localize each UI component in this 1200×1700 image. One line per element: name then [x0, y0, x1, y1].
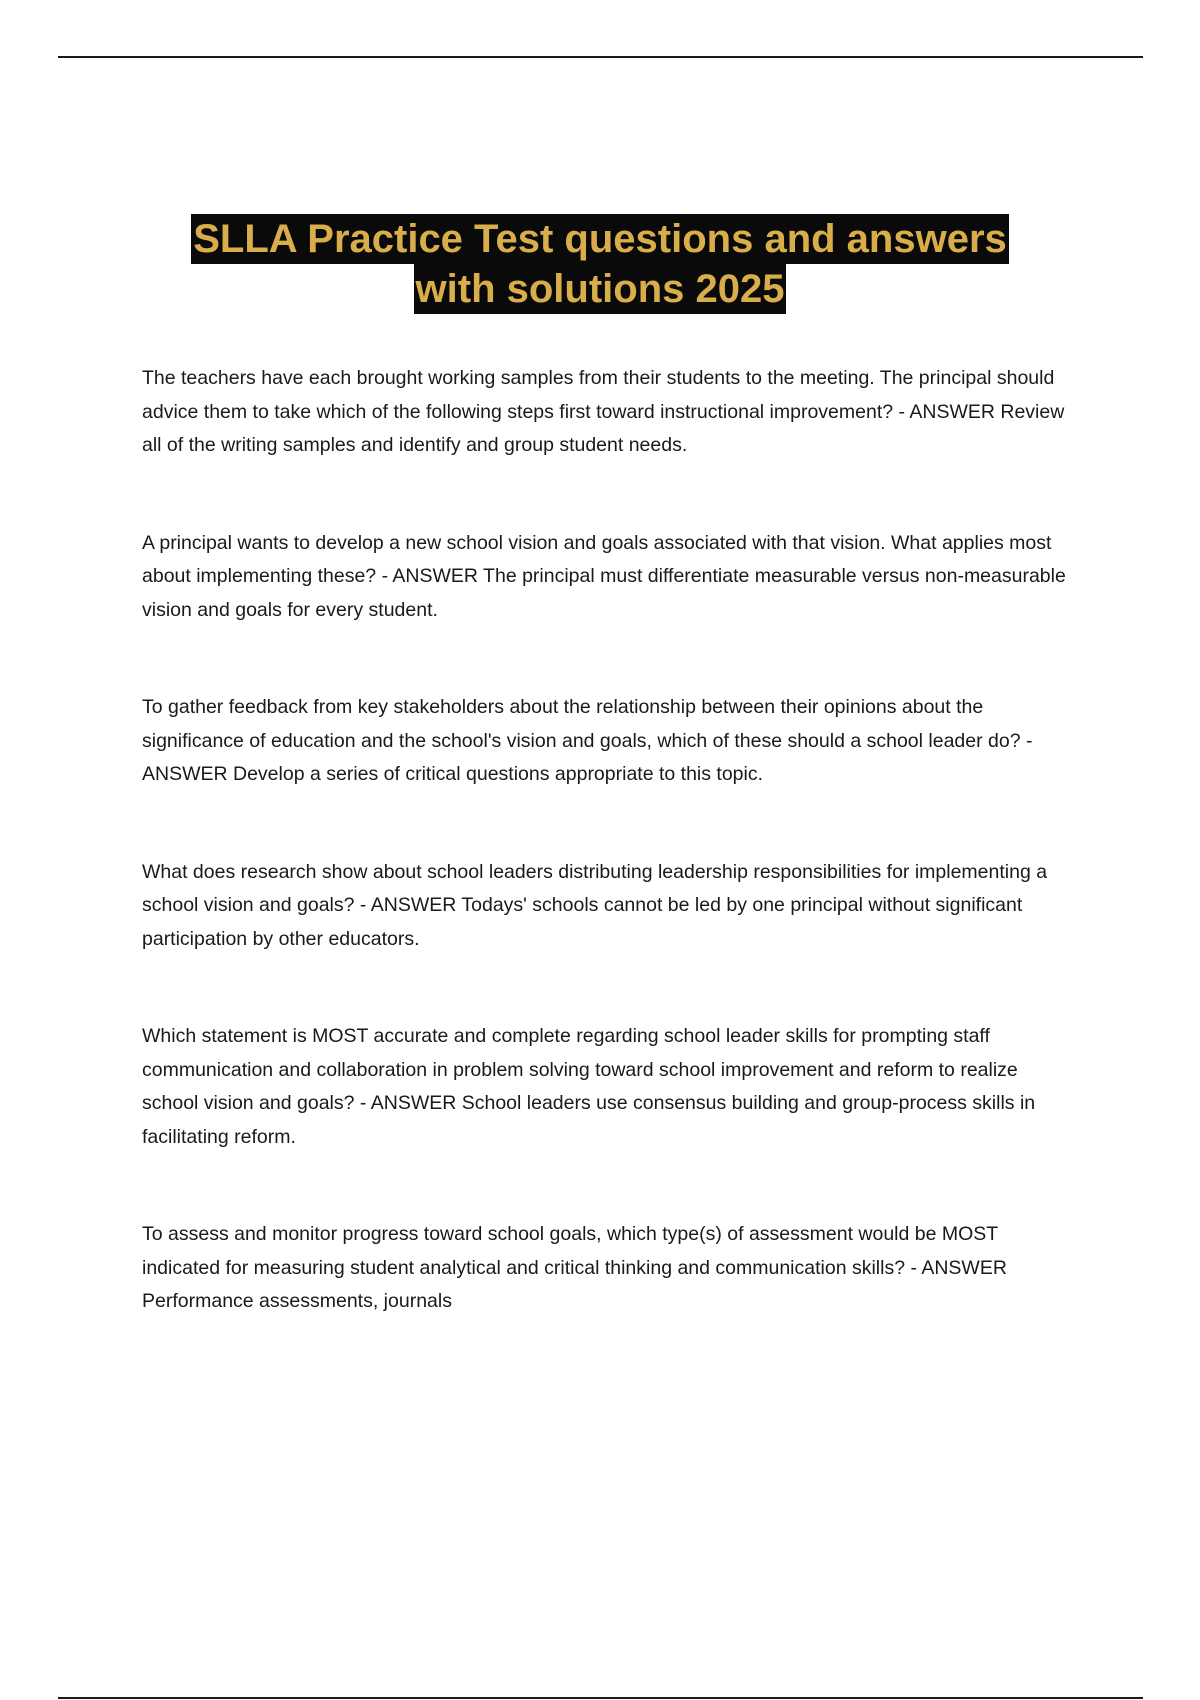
qa-list: [142, 362, 1072, 1383]
qa-item-4: What does research show about school leaders distributing leadership responsibilities for implementing a school vision and goals? - ANSWER Todays' schools cannot be led by one principal without significant participation by other educators.: [142, 860, 1048, 950]
footer-rule: [58, 1697, 1143, 1699]
qa-item-2: A principal wants to develop a new school vision and goals associated with that vision. What applies most about implementing these? - ANSWER The principal must differentiate measurable versus non-measurable vision and goals for every student.: [142, 531, 1066, 621]
document-title: [0, 214, 1200, 314]
title-line-2: with solutions 2025: [414, 264, 787, 314]
title-line-1: SLLA Practice Test questions and answers: [191, 214, 1009, 264]
qa-item-5: Which statement is MOST accurate and complete regarding school leader skills for prompting staff communication and collaboration in problem solving toward school improvement and reform to realize school vision and goals? - ANSWER School leaders use consensus building and group-process skills in facilitating reform.: [142, 1025, 1036, 1148]
qa-item-3: To gather feedback from key stakeholders about the relationship between their opinions about the significance of education and the school's vision and goals, which of these should a school leader do? - ANSWER Develop a series of critical questions appropriate to this topic.: [142, 696, 1033, 785]
qa-item-6: To assess and monitor progress toward school goals, which type(s) of assessment would be MOST indicated for measuring student analytical and critical thinking and communication skills? - ANSWER Performance assessments, journals: [142, 1223, 1007, 1312]
header-rule: [58, 56, 1143, 58]
qa-item-1: The teachers have each brought working samples from their students to the meeting. The principal should advice them to take which of the following steps first toward instructional improvement? - ANSWER Review all of the writing samples and identify and group student needs.: [142, 367, 1065, 456]
